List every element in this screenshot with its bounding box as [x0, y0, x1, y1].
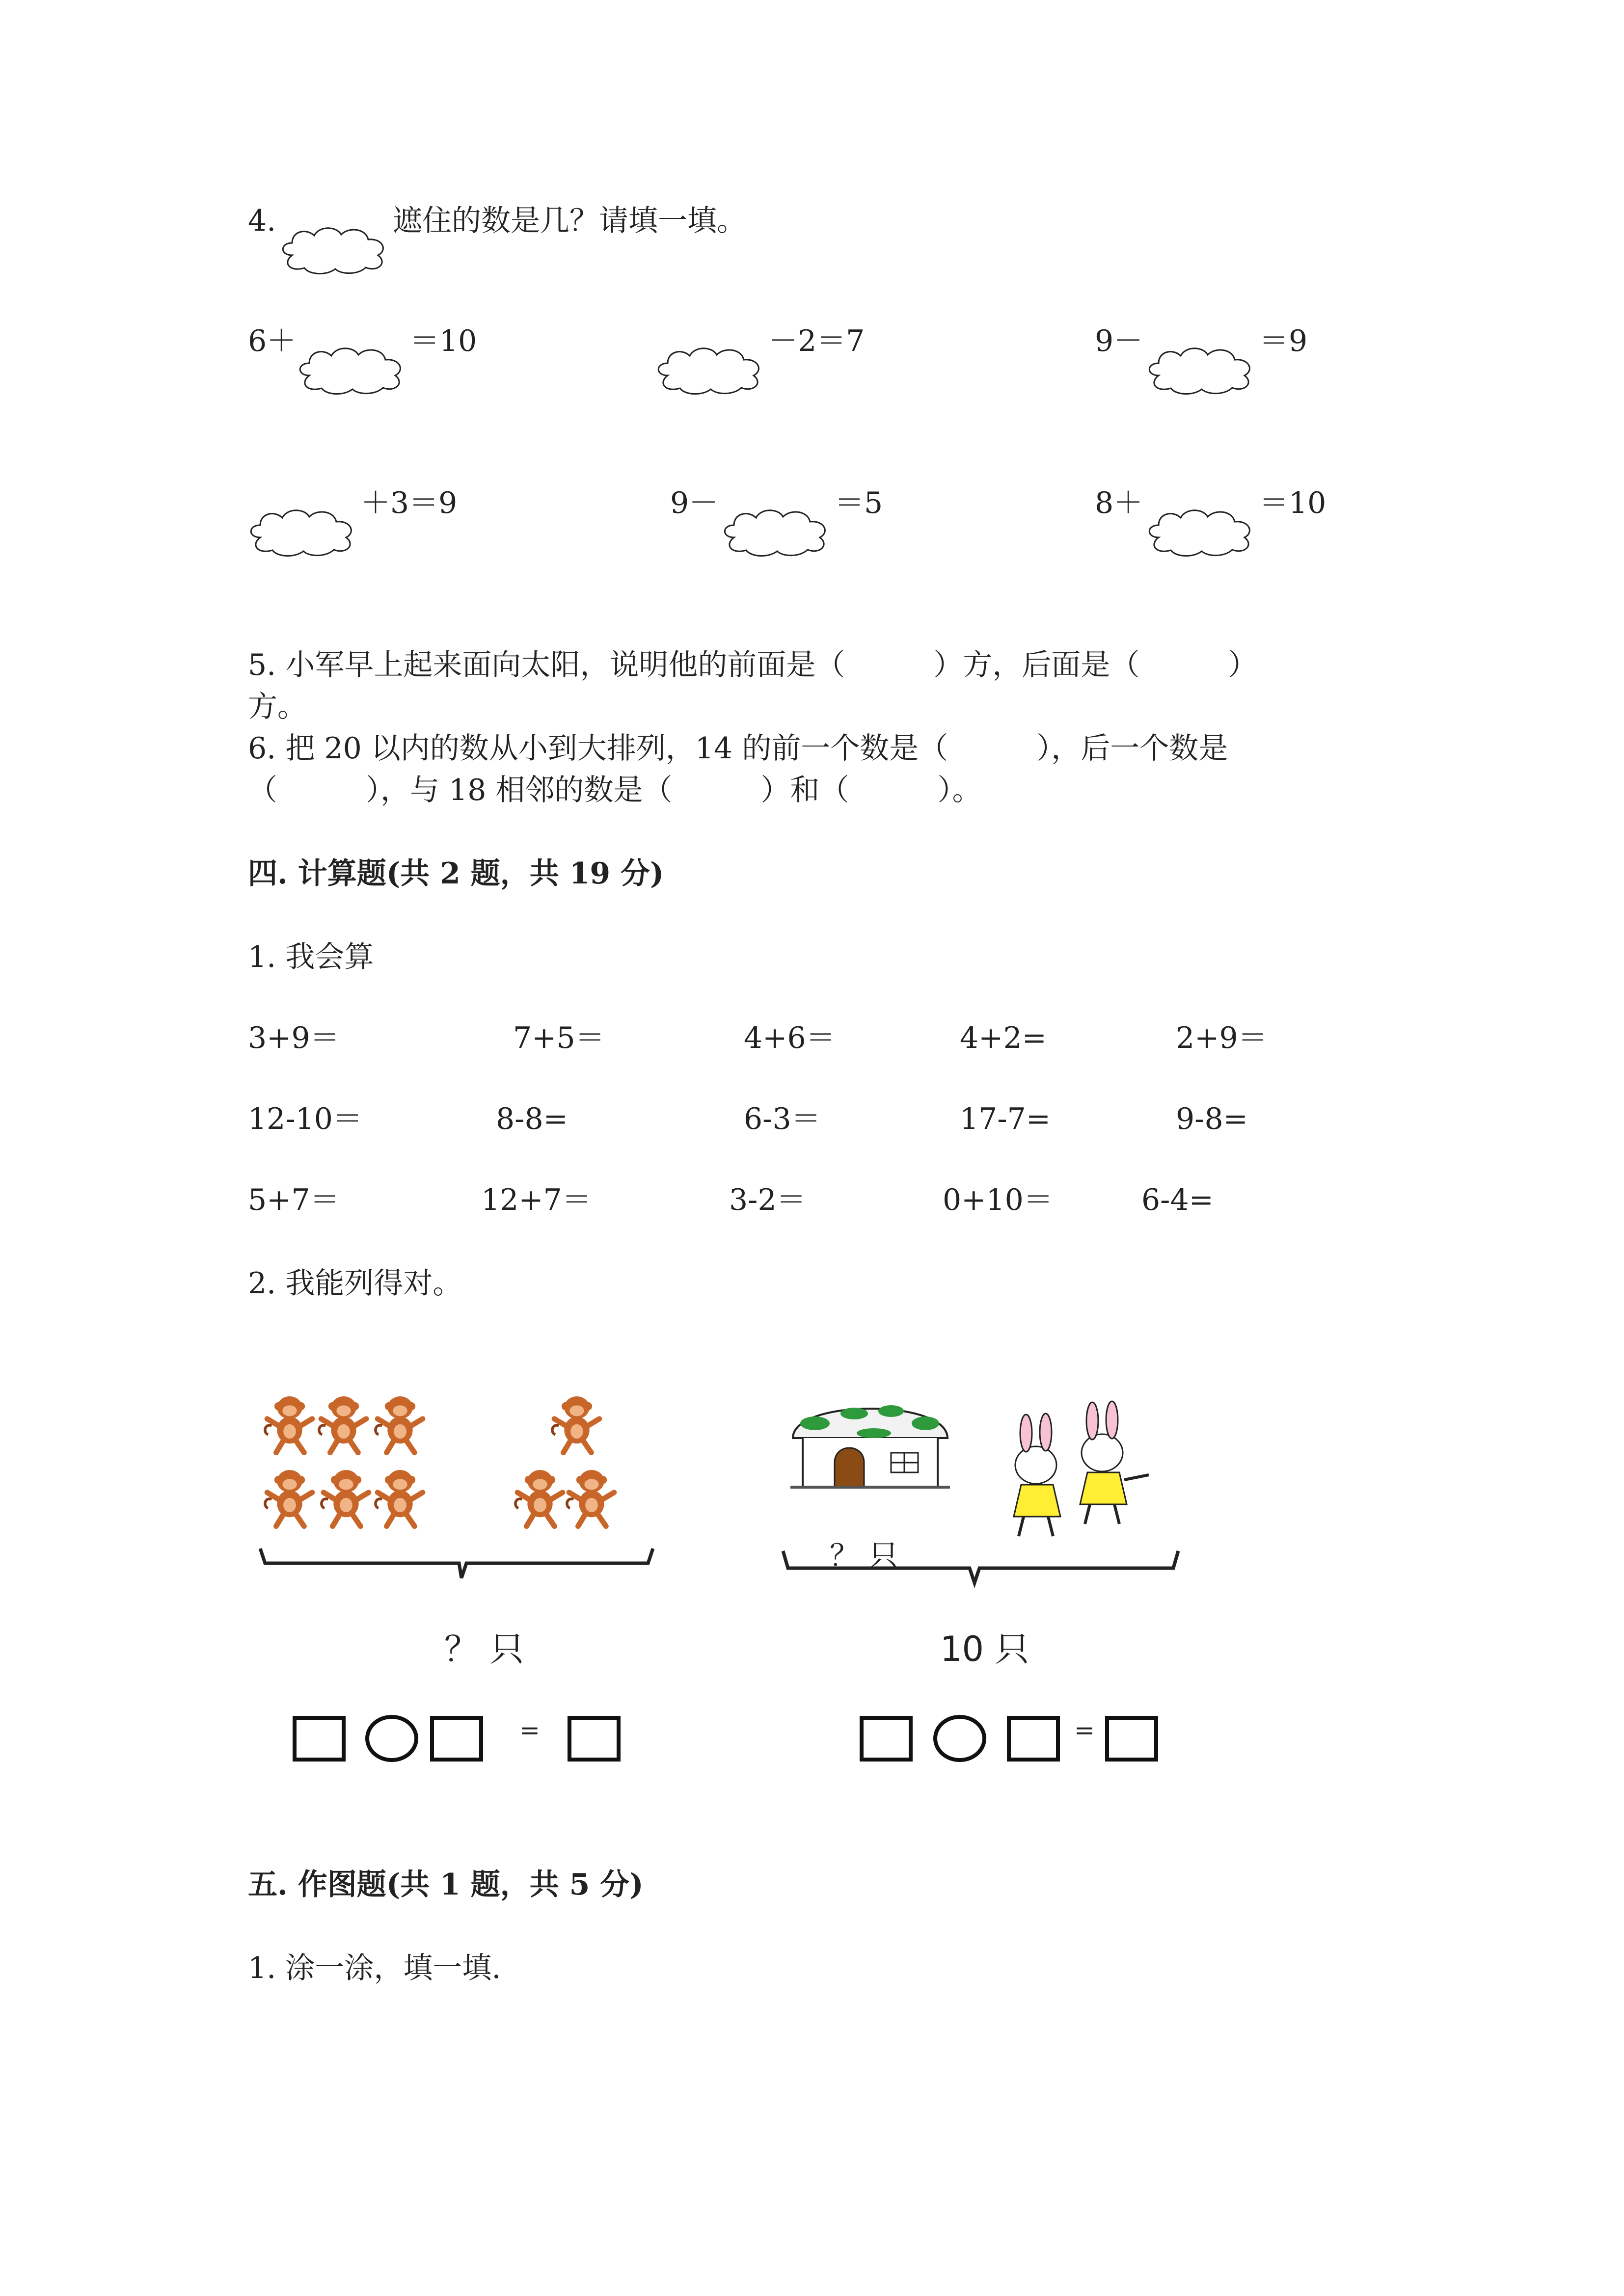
- q4-eq4-after: ＋3＝9: [361, 486, 458, 520]
- calc-item: 9-8=: [1176, 1102, 1248, 1136]
- answer-box: [862, 1718, 911, 1760]
- cloud-icon: [1144, 341, 1257, 395]
- calc-item: 7+5＝: [513, 1021, 605, 1055]
- q4-eq5-after: ＝5: [835, 486, 883, 520]
- answer-box: [1009, 1718, 1058, 1760]
- q6-line2: （ ），与 18 相邻的数是（ ）和（ ）。: [248, 773, 982, 807]
- cloud-icon: [295, 341, 407, 395]
- cloud-icon: [277, 221, 390, 275]
- calc-item: 6-3＝: [744, 1102, 821, 1136]
- answer-box: [432, 1718, 481, 1760]
- section4-sub1: 1. 我会算: [248, 940, 374, 974]
- q4-eq3-after: ＝9: [1259, 324, 1308, 358]
- monkey-icon: [376, 1470, 423, 1526]
- operator-circle: [935, 1717, 984, 1760]
- answer-template-left: [285, 1706, 628, 1764]
- monkey-icon: [552, 1396, 599, 1453]
- q4-prompt: 遮住的数是几？请填一填。: [393, 204, 746, 238]
- q4-eq2-after: －2＝7: [768, 324, 865, 358]
- monkey-icon: [265, 1396, 312, 1453]
- monkey-icon: [376, 1396, 423, 1453]
- monkey-icon: [322, 1470, 369, 1526]
- answer-box: [1107, 1718, 1156, 1760]
- answer-box: [295, 1718, 344, 1760]
- calc-item: 3+9＝: [248, 1021, 340, 1055]
- monkeys-illustration: [255, 1387, 663, 1583]
- monkey-icon: [319, 1396, 366, 1453]
- rabbit-icon: [1014, 1414, 1060, 1536]
- cloud-icon: [245, 503, 358, 557]
- mushroom-house-icon: [790, 1405, 950, 1487]
- monkey-icon: [515, 1470, 563, 1526]
- answer-box: [569, 1718, 619, 1760]
- section4-sub2: 2. 我能列得对。: [248, 1266, 462, 1301]
- q4-eq1-after: ＝10: [410, 324, 477, 358]
- calc-item: 2+9＝: [1176, 1021, 1268, 1055]
- equals-sign: =: [1074, 1716, 1095, 1744]
- q6-line1: 6. 把 20 以内的数从小到大排列，14 的前一个数是（ ），后一个数是: [248, 731, 1228, 766]
- rabbits-total-label: 10 只: [940, 1629, 1029, 1669]
- operator-circle: [367, 1717, 416, 1760]
- calc-item: 8-8=: [496, 1102, 568, 1136]
- q4-eq6-before: 8＋: [1095, 486, 1143, 520]
- calc-item: 3-2＝: [729, 1183, 806, 1217]
- calc-item: 0+10＝: [943, 1183, 1053, 1217]
- section5-sub1: 1. 涂一涂，填一填.: [248, 1951, 501, 1985]
- calc-item: 6-4=: [1141, 1183, 1214, 1217]
- section4-heading: 四. 计算题(共 2 题，共 19 分): [248, 856, 664, 891]
- q4-eq6-after: ＝10: [1259, 486, 1326, 520]
- calc-item: 4+2=: [960, 1021, 1047, 1055]
- house-rabbits-label: ？ 只: [830, 1539, 898, 1573]
- answer-template-right: [852, 1706, 1186, 1764]
- section5-heading: 五. 作图题(共 1 题，共 5 分): [248, 1868, 644, 1902]
- q5-line2: 方。: [248, 690, 307, 724]
- calc-item: 4+6＝: [744, 1021, 836, 1055]
- rabbit-icon: [1080, 1401, 1149, 1524]
- q5-line1: 5. 小军早上起来面向太阳，说明他的前面是（ ）方，后面是（ ）: [248, 648, 1258, 682]
- cloud-icon: [719, 503, 832, 557]
- monkey-icon: [265, 1470, 312, 1526]
- q4-eq5-before: 9－: [670, 486, 719, 520]
- monkey-icon: [567, 1470, 614, 1526]
- monkeys-total-label: ？ 只: [444, 1629, 524, 1669]
- brace-icon: [260, 1548, 653, 1578]
- equals-sign: =: [519, 1716, 540, 1744]
- cloud-icon: [653, 341, 766, 395]
- q4-eq1-before: 6＋: [248, 324, 297, 358]
- calc-item: 17-7=: [960, 1102, 1051, 1136]
- calc-item: 12+7＝: [481, 1183, 592, 1217]
- calc-item: 5+7＝: [248, 1183, 340, 1217]
- calc-item: 12-10＝: [248, 1102, 362, 1136]
- q4-number: 4.: [248, 204, 276, 238]
- cloud-icon: [1144, 503, 1257, 557]
- q4-eq3-before: 9－: [1095, 324, 1143, 358]
